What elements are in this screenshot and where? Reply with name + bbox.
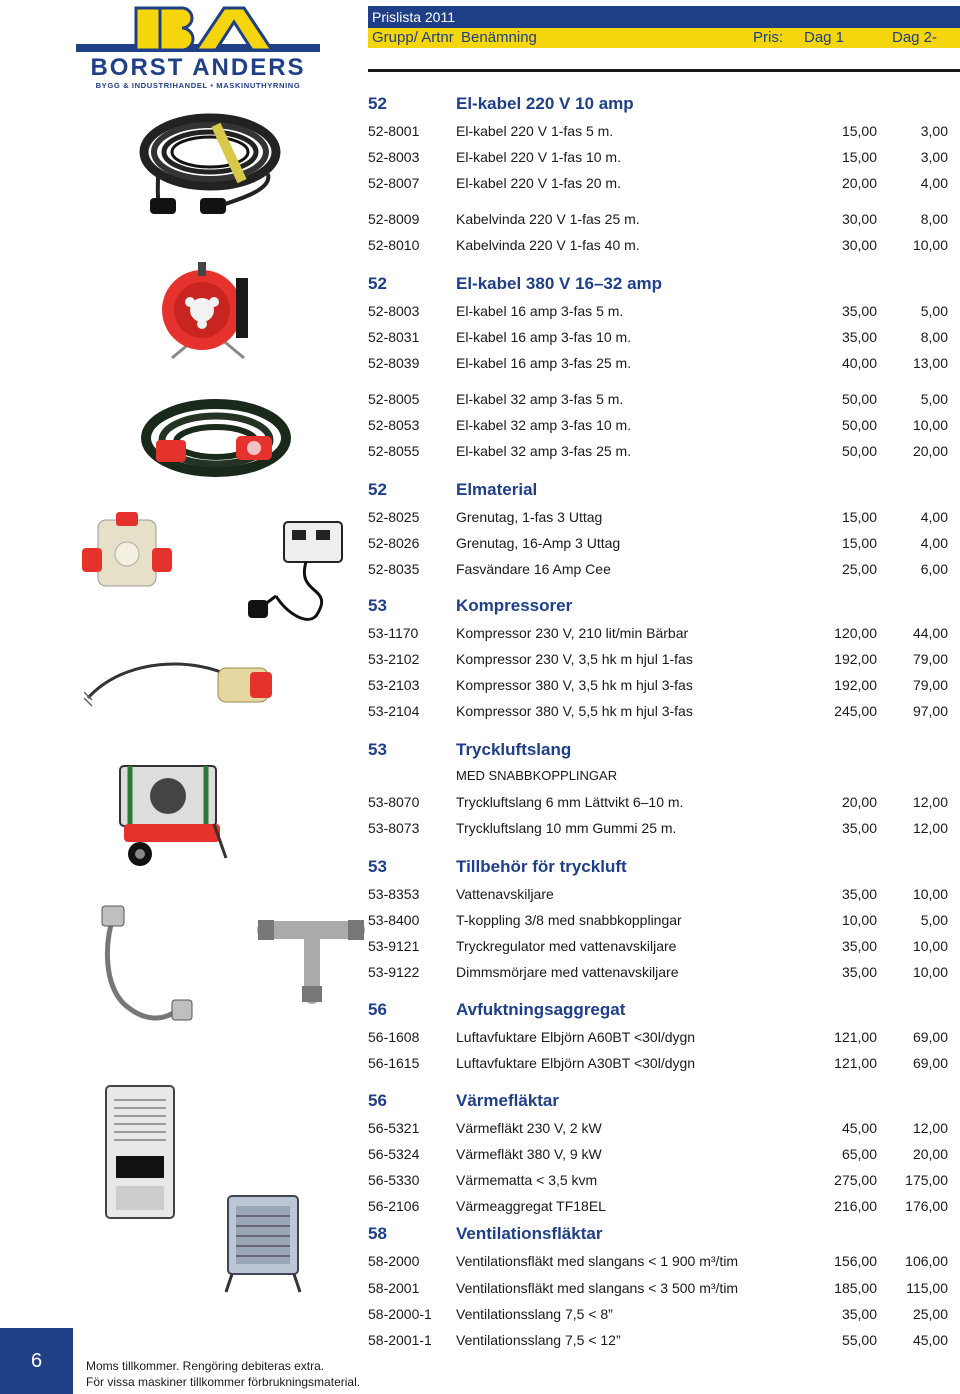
article-description: Luftavfuktare Elbjörn A30BT <30l/dygn [456, 1055, 696, 1071]
article-description: Ventilationsslang 7,5 < 12” [456, 1332, 621, 1348]
price-day2: 10,00 [912, 964, 948, 980]
price-row [368, 1024, 960, 1050]
section-title: El-kabel 220 V 10 amp [456, 94, 634, 113]
price-row [368, 118, 960, 144]
price-day2: 4,00 [920, 509, 948, 525]
section-header [368, 90, 960, 118]
section-code: 52 [368, 274, 387, 293]
section-title: Kompressorer [456, 596, 573, 615]
col-header-name: Benämning [461, 29, 537, 46]
price-row [368, 386, 960, 412]
price-day1: 50,00 [841, 417, 877, 433]
price-day1: 35,00 [841, 303, 877, 319]
price-row [368, 933, 960, 959]
article-description: El-kabel 32 amp 3-fas 5 m. [456, 391, 624, 407]
price-day2: 79,00 [912, 677, 948, 693]
price-day2: 12,00 [912, 794, 948, 810]
price-day2: 10,00 [912, 417, 948, 433]
article-description: Kompressor 380 V, 3,5 hk m hjul 3-fas [456, 677, 693, 693]
price-day1: 216,00 [834, 1198, 877, 1214]
price-day1: 275,00 [834, 1172, 877, 1188]
brand-tagline: BYGG & INDUSTRIHANDEL • MASKINUTHYRNING [95, 81, 301, 90]
price-row [368, 959, 960, 985]
brand-name: BORST ANDERS [90, 54, 306, 81]
article-number: 53-8400 [368, 912, 420, 928]
article-description: El-kabel 16 amp 3-fas 25 m. [456, 355, 632, 371]
col-header-group: Grupp/ Artnr [372, 29, 454, 46]
section-header [368, 1220, 960, 1248]
price-day1: 121,00 [834, 1055, 877, 1071]
price-day2: 97,00 [912, 703, 948, 719]
air-hose-image [84, 904, 194, 1028]
section-header [368, 476, 960, 504]
article-description: Värmefläkt 380 V, 9 kW [456, 1146, 602, 1162]
phase-inverter-image [246, 516, 346, 628]
article-description: Kabelvinda 220 V 1-fas 40 m. [456, 237, 640, 253]
price-row [368, 698, 960, 724]
article-number: 52-8007 [368, 175, 420, 191]
price-day1: 45,00 [841, 1120, 877, 1136]
price-day2: 20,00 [912, 1146, 948, 1162]
article-description: El-kabel 16 amp 3-fas 10 m. [456, 329, 632, 345]
price-row [368, 412, 960, 438]
price-day1: 65,00 [841, 1146, 877, 1162]
column-header-bar [368, 28, 960, 48]
section-header [368, 270, 960, 298]
price-day1: 30,00 [841, 237, 877, 253]
price-row [368, 232, 960, 258]
price-row [368, 1327, 960, 1353]
article-number: 56-5321 [368, 1120, 420, 1136]
article-number: 53-2103 [368, 677, 420, 693]
section-title: El-kabel 380 V 16–32 amp [456, 274, 663, 293]
article-number: 53-9121 [368, 938, 420, 954]
article-description: Tryckregulator med vattenavskiljare [456, 938, 677, 954]
section-title: Elmaterial [456, 480, 538, 499]
article-description: Kabelvinda 220 V 1-fas 25 m. [456, 211, 640, 227]
footer-line: Moms tillkommer. Rengöring debiteras extra. [86, 1359, 325, 1373]
article-description: El-kabel 16 amp 3-fas 5 m. [456, 303, 624, 319]
price-day2: 3,00 [920, 123, 948, 139]
article-description: El-kabel 220 V 1-fas 20 m. [456, 175, 621, 191]
price-day2: 69,00 [912, 1055, 948, 1071]
price-day1: 15,00 [841, 149, 877, 165]
article-number: 56-1615 [368, 1055, 420, 1071]
price-day2: 12,00 [912, 1120, 948, 1136]
section-title: Ventilationsfläktar [456, 1224, 603, 1243]
price-day2: 20,00 [912, 443, 948, 459]
article-description: El-kabel 32 amp 3-fas 10 m. [456, 417, 632, 433]
article-description: El-kabel 220 V 1-fas 5 m. [456, 123, 614, 139]
price-day2: 106,00 [905, 1253, 948, 1269]
logo-mark [76, 6, 320, 56]
section-code: 53 [368, 740, 387, 759]
section-header [368, 996, 960, 1024]
article-number: 56-5330 [368, 1172, 420, 1188]
col-header-price: Pris: [753, 29, 783, 46]
section-title: Värmefläktar [456, 1091, 560, 1110]
article-number: 52-8009 [368, 211, 420, 227]
price-day2: 115,00 [906, 1280, 948, 1296]
price-day2: 3,00 [920, 149, 948, 165]
price-day1: 40,00 [841, 355, 877, 371]
article-description: El-kabel 32 amp 3-fas 25 m. [456, 443, 632, 459]
article-description: Grenutag, 1-fas 3 Uttag [456, 509, 603, 525]
price-day1: 192,00 [834, 677, 877, 693]
price-day2: 69,00 [912, 1029, 948, 1045]
article-description: T-koppling 3/8 med snabbkopplingar [456, 912, 682, 928]
price-day1: 15,00 [841, 509, 877, 525]
article-number: 53-2102 [368, 651, 420, 667]
article-description: El-kabel 220 V 1-fas 10 m. [456, 149, 621, 165]
article-description: Värmefläkt 230 V, 2 kW [456, 1120, 602, 1136]
article-description: Kompressor 230 V, 3,5 hk m hjul 1-fas [456, 651, 693, 667]
price-day2: 4,00 [920, 535, 948, 551]
article-description: Tryckluftslang 6 mm Lättvikt 6–10 m. [456, 794, 684, 810]
article-description: Grenutag, 16-Amp 3 Uttag [456, 535, 621, 551]
price-row [368, 620, 960, 646]
price-day1: 192,00 [834, 651, 877, 667]
price-day2: 176,00 [905, 1198, 948, 1214]
price-row [368, 298, 960, 324]
section-code: 53 [368, 857, 387, 876]
col-header-day1: Dag 1 [804, 29, 845, 46]
section-code: 52 [368, 94, 387, 113]
article-description: Dimmsmörjare med vattenavskiljare [456, 964, 679, 980]
price-row [368, 1141, 960, 1167]
price-day1: 121,00 [834, 1029, 877, 1045]
article-number: 52-8005 [368, 391, 420, 407]
price-day1: 35,00 [841, 820, 877, 836]
article-number: 52-8035 [368, 561, 420, 577]
article-number: 52-8025 [368, 509, 420, 525]
article-number: 52-8001 [368, 123, 420, 139]
section-title: Tillbehör för tryckluft [456, 857, 627, 876]
price-day1: 20,00 [841, 175, 877, 191]
price-day2: 6,00 [920, 561, 948, 577]
price-day1: 185,00 [834, 1280, 877, 1296]
price-day2: 8,00 [920, 211, 948, 227]
price-row [368, 1193, 960, 1219]
price-day1: 35,00 [841, 964, 877, 980]
price-row [368, 1275, 960, 1301]
section-header [368, 1087, 960, 1115]
section-header [368, 592, 960, 620]
price-row [368, 1248, 960, 1274]
article-number: 56-1608 [368, 1029, 420, 1045]
article-description: Värmeaggregat TF18EL [456, 1198, 606, 1214]
price-day2: 13,00 [912, 355, 948, 371]
price-row [368, 1050, 960, 1076]
price-day1: 120,00 [834, 625, 877, 641]
price-row [368, 530, 960, 556]
section-code: 53 [368, 596, 387, 615]
page-number: 6 [0, 1328, 73, 1394]
price-row [368, 881, 960, 907]
article-number: 53-8073 [368, 820, 420, 836]
power-splitter-image [80, 512, 174, 598]
price-row [368, 1115, 960, 1141]
price-row [368, 504, 960, 530]
section-code: 58 [368, 1224, 387, 1243]
article-description: Kompressor 380 V, 5,5 hk m hjul 3-fas [456, 703, 693, 719]
price-row [368, 170, 960, 196]
price-row [368, 907, 960, 933]
price-row [368, 646, 960, 672]
price-day2: 5,00 [920, 303, 948, 319]
footer-notes [86, 1358, 360, 1390]
cable-coil-image [128, 102, 290, 218]
price-day1: 20,00 [841, 794, 877, 810]
price-day1: 50,00 [841, 443, 877, 459]
article-number: 56-5324 [368, 1146, 420, 1162]
price-day2: 5,00 [920, 912, 948, 928]
article-number: 58-2000-1 [368, 1306, 432, 1322]
article-number: 52-8055 [368, 443, 420, 459]
price-day2: 10,00 [912, 938, 948, 954]
heater-fan-image [222, 1188, 304, 1296]
article-number: 53-1170 [368, 625, 419, 641]
article-description: Tryckluftslang 10 mm Gummi 25 m. [456, 820, 677, 836]
article-number: 52-8003 [368, 149, 420, 165]
price-day1: 15,00 [841, 123, 877, 139]
price-row [368, 1301, 960, 1327]
article-number: 52-8053 [368, 417, 420, 433]
article-number: 58-2000 [368, 1253, 420, 1269]
price-day1: 35,00 [841, 329, 877, 345]
article-description: Vattenavskiljare [456, 886, 554, 902]
price-row [368, 1167, 960, 1193]
section-title: Tryckluftslang [456, 740, 572, 759]
price-day1: 15,00 [841, 535, 877, 551]
price-day2: 45,00 [912, 1332, 948, 1348]
pricelist-title-bar [368, 6, 960, 28]
price-day1: 156,00 [834, 1253, 877, 1269]
price-day2: 25,00 [912, 1306, 948, 1322]
article-description: Värmematta < 3,5 kvm [456, 1172, 598, 1188]
section-title: Avfuktningsaggregat [456, 1000, 626, 1019]
pricelist-title: Prislista 2011 [372, 9, 456, 25]
price-day2: 175,00 [905, 1172, 948, 1188]
price-row [368, 350, 960, 376]
section-code: 52 [368, 480, 387, 499]
price-day2: 8,00 [920, 329, 948, 345]
article-number: 52-8026 [368, 535, 420, 551]
price-day2: 10,00 [912, 237, 948, 253]
price-day1: 30,00 [841, 211, 877, 227]
price-day2: 4,00 [920, 175, 948, 191]
section-subtitle: MED SNABBKOPPLINGAR [456, 768, 618, 783]
article-number: 53-9122 [368, 964, 420, 980]
cable-reel-image [158, 258, 258, 366]
article-description: Ventilationsslang 7,5 < 8” [456, 1306, 613, 1322]
price-day2: 12,00 [912, 820, 948, 836]
price-day1: 55,00 [841, 1332, 877, 1348]
price-day1: 50,00 [841, 391, 877, 407]
dehumidifier-image [100, 1080, 180, 1224]
price-day2: 79,00 [912, 651, 948, 667]
article-number: 53-2104 [368, 703, 420, 719]
price-row [368, 556, 960, 582]
price-day2: 10,00 [912, 886, 948, 902]
price-row [368, 206, 960, 232]
compressor-image [110, 758, 228, 870]
section-header [368, 853, 960, 881]
price-day1: 35,00 [841, 1306, 877, 1322]
price-day1: 35,00 [841, 886, 877, 902]
price-day1: 35,00 [841, 938, 877, 954]
article-number: 52-8003 [368, 303, 420, 319]
price-row [368, 144, 960, 170]
cee-cable-image [140, 396, 294, 480]
article-description: Luftavfuktare Elbjörn A60BT <30l/dygn [456, 1029, 696, 1045]
price-day2: 5,00 [920, 391, 948, 407]
article-number: 52-8031 [368, 329, 420, 345]
price-row [368, 324, 960, 350]
price-row [368, 672, 960, 698]
company-logo [76, 6, 320, 90]
footer-line: För vissa maskiner tillkommer förbrukningsmaterial. [86, 1375, 361, 1389]
price-row [368, 815, 960, 841]
t-coupling-image [256, 900, 366, 1004]
article-number: 53-8353 [368, 886, 420, 902]
price-day1: 245,00 [834, 703, 877, 719]
header-divider [368, 69, 960, 72]
adapter-cable-image [84, 648, 274, 718]
article-number: 52-8010 [368, 237, 420, 253]
section-code: 56 [368, 1091, 387, 1110]
article-description: Ventilationsfläkt med slangans < 3 500 m³/tim [456, 1280, 739, 1296]
price-day1: 25,00 [841, 561, 877, 577]
article-number: 52-8039 [368, 355, 420, 371]
price-day1: 10,00 [841, 912, 877, 928]
article-description: Kompressor 230 V, 210 lit/min Bärbar [456, 625, 689, 641]
article-number: 53-8070 [368, 794, 420, 810]
article-description: Ventilationsfläkt med slangans < 1 900 m³/tim [456, 1253, 739, 1269]
article-number: 58-2001 [368, 1280, 420, 1296]
price-row [368, 789, 960, 815]
col-header-day2: Dag 2- [892, 29, 938, 46]
price-row [368, 438, 960, 464]
article-number: 56-2106 [368, 1198, 420, 1214]
section-header [368, 736, 960, 764]
article-description: Fasvändare 16 Amp Cee [456, 561, 611, 577]
price-day2: 44,00 [912, 625, 948, 641]
article-number: 58-2001-1 [368, 1332, 432, 1348]
section-code: 56 [368, 1000, 387, 1019]
